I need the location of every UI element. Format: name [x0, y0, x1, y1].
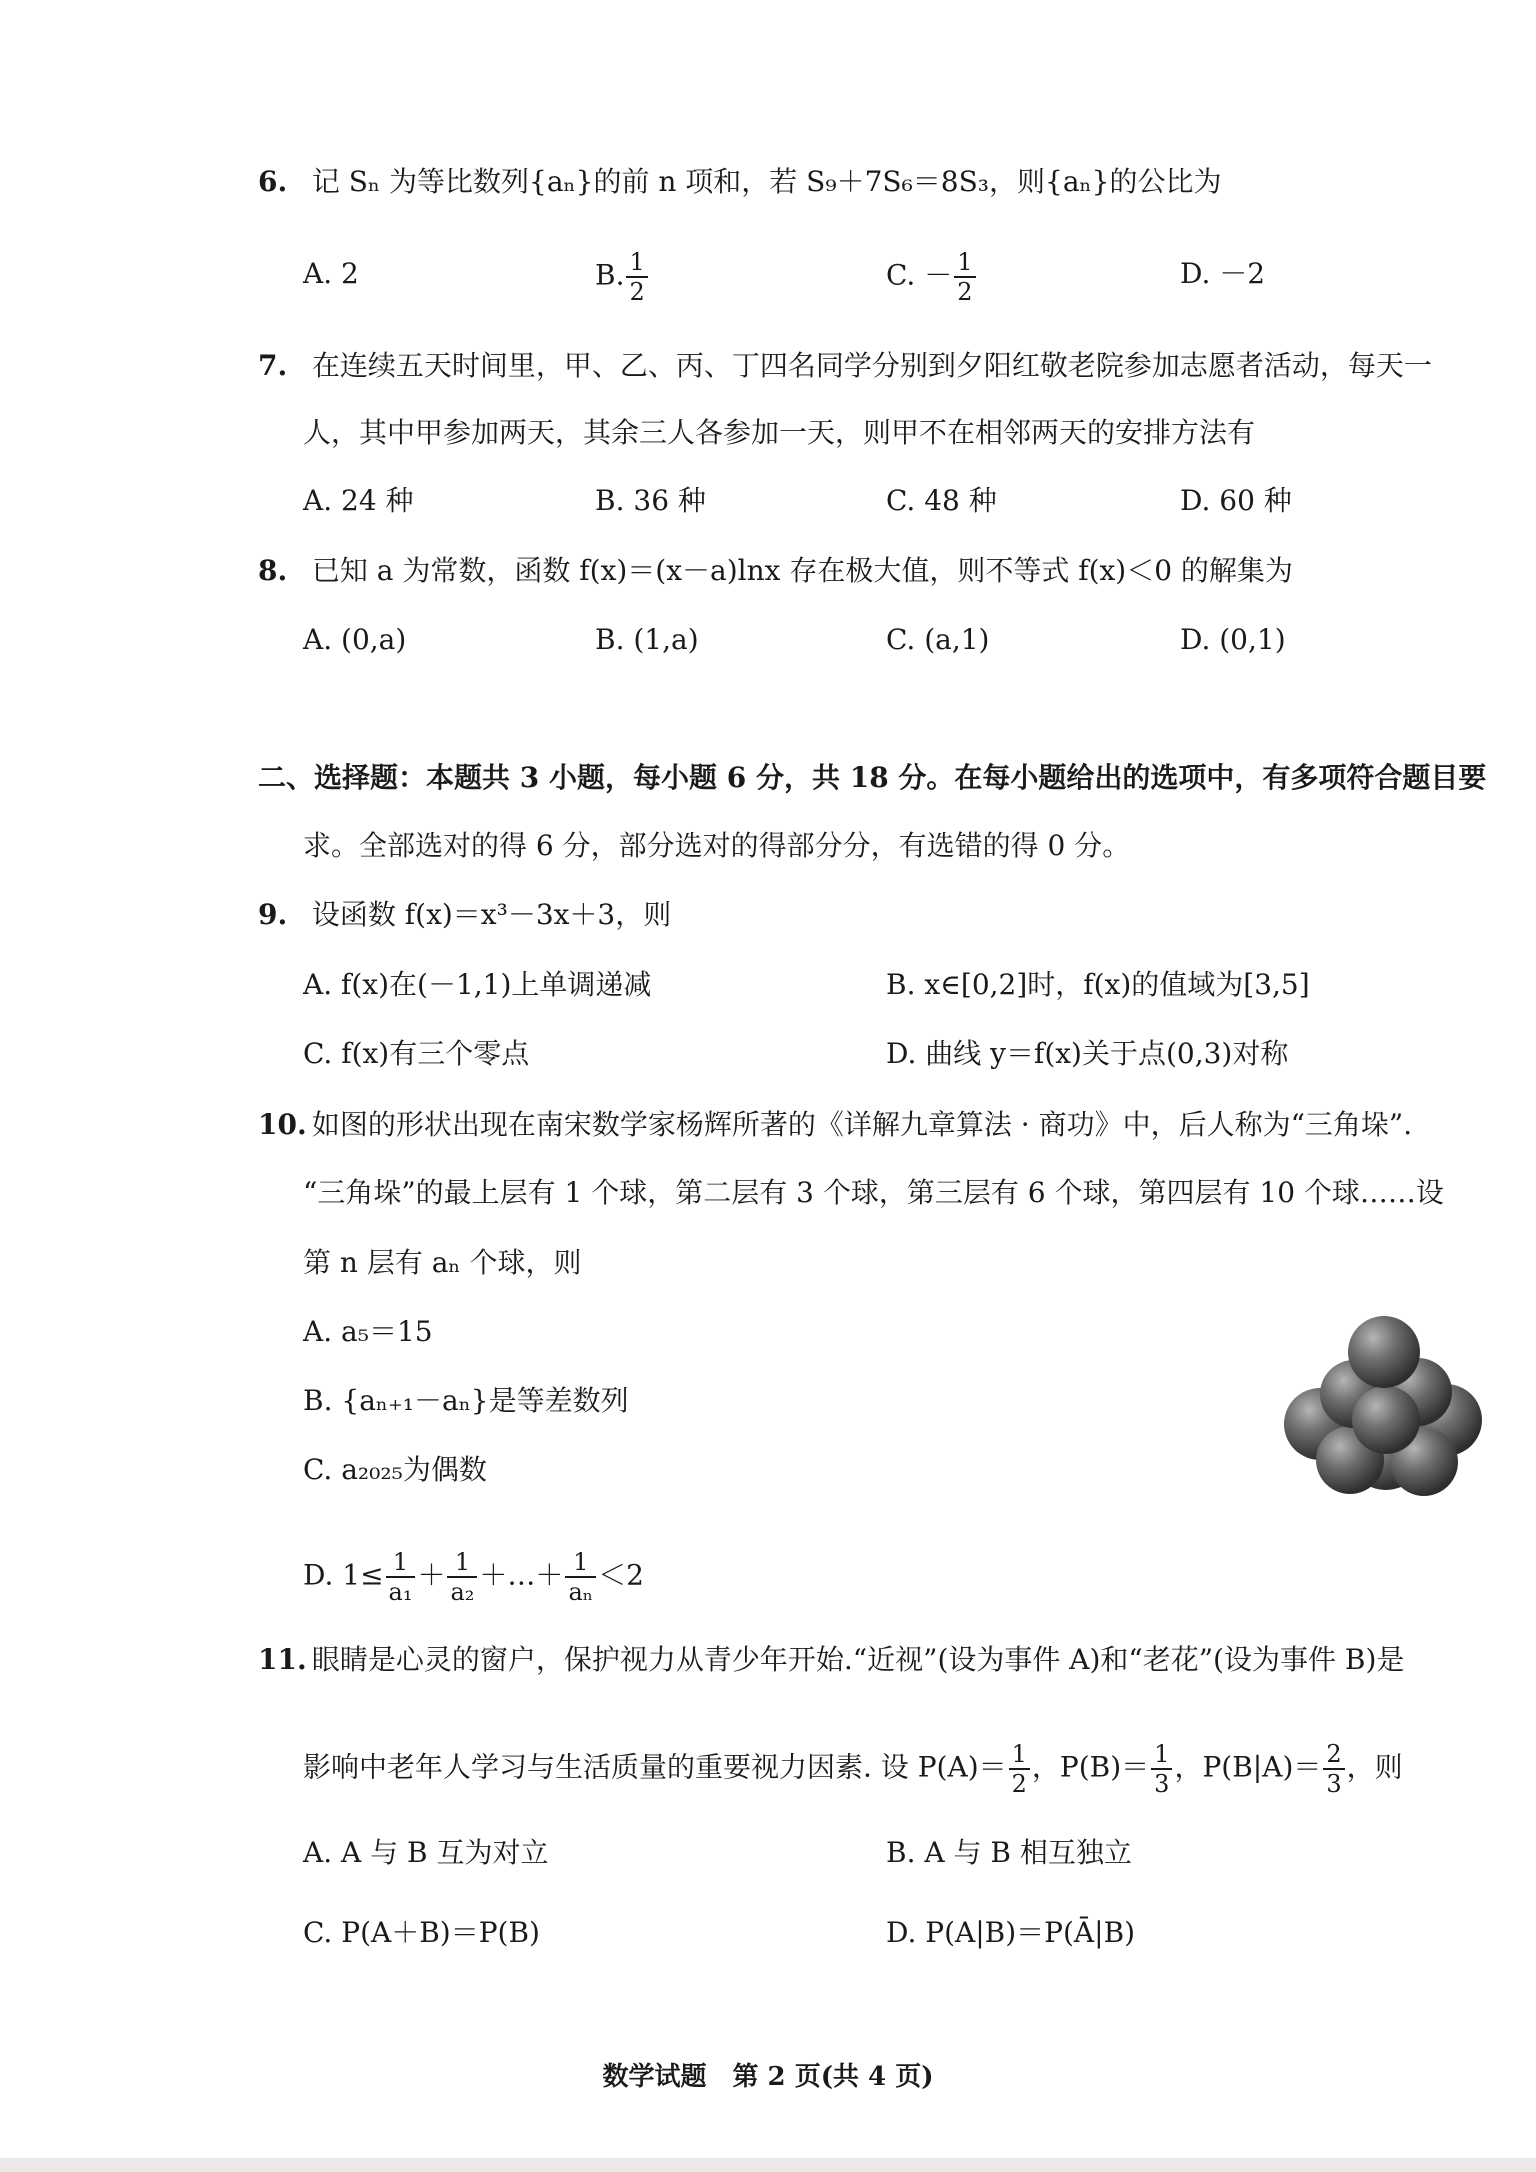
q8-option-d: D. (0,1) — [1180, 623, 1286, 656]
ball — [1352, 1386, 1420, 1454]
scan-edge-band — [0, 2158, 1536, 2172]
fraction-numerator: 1 — [1154, 1740, 1170, 1768]
q6-option-c-prefix: C. － — [886, 258, 953, 292]
q10-option-d-suffix: ＜2 — [598, 1558, 644, 1592]
q6-stem: 记 Sₙ 为等比数列{aₙ}的前 n 项和，若 S₉＋7S₆＝8S₃，则{aₙ}的公比为 — [311, 165, 1222, 198]
q11-line-2 — [303, 1740, 1403, 1798]
q10-option-d-mid: ＋…＋ — [479, 1558, 564, 1592]
fraction-numerator: 1 — [454, 1548, 471, 1576]
fraction-denominator: 3 — [1151, 1768, 1172, 1798]
q6-option-c — [886, 248, 978, 306]
q11-option-d: D. P(A|B)＝P(Ā|B) — [886, 1916, 1136, 1949]
fraction-numerator: 1 — [629, 248, 645, 276]
q8-option-c: C. (a,1) — [886, 623, 990, 656]
fraction-denominator: 2 — [1009, 1768, 1030, 1798]
q6-option-b-fraction — [626, 248, 647, 306]
q8-stem: 已知 a 为常数，函数 f(x)＝(x－a)lnx 存在极大值，则不等式 f(x)＜0 的解集为 — [311, 554, 1293, 587]
q11-pba-fraction — [1323, 1740, 1344, 1798]
fraction-numerator: 1 — [1011, 1740, 1027, 1768]
q10-line-3: 第 n 层有 aₙ 个球，则 — [303, 1246, 582, 1279]
q7-line-2: 人，其中甲参加两天，其余三人各参加一天，则甲不在相邻两天的安排方法有 — [303, 416, 1256, 449]
q9-option-c: C. f(x)有三个零点 — [303, 1037, 530, 1070]
q11-line-1 — [258, 1640, 1404, 1680]
q9-stem: 设函数 f(x)＝x³－3x＋3，则 — [311, 898, 672, 931]
fraction-denominator: a₁ — [386, 1576, 416, 1606]
fraction-numerator: 1 — [957, 248, 973, 276]
q11-pb-fraction — [1151, 1740, 1172, 1798]
q11-stem-1: 眼睛是心灵的窗户，保护视力从青少年开始.“近视”(设为事件 A)和“老花”(设为事件 B)是 — [311, 1643, 1405, 1676]
q8-stem-line — [258, 551, 1293, 591]
q11-option-b: B. A 与 B 相互独立 — [886, 1836, 1132, 1869]
q6-option-d: D. －2 — [1180, 257, 1266, 290]
q9-number: 9. — [258, 898, 288, 931]
q7-option-b: B. 36 种 — [595, 484, 706, 517]
fraction-numerator: 1 — [392, 1548, 409, 1576]
q10-line-1 — [258, 1105, 1412, 1145]
fraction-numerator: 2 — [1326, 1740, 1342, 1768]
section-2-header-line-1: 二、选择题：本题共 3 小题，每小题 6 分，共 18 分。在每小题给出的选项中，有多项符合题目要 — [258, 761, 1487, 794]
q9-option-d: D. 曲线 y＝f(x)关于点(0,3)对称 — [886, 1037, 1289, 1070]
q10-option-c: C. a₂₀₂₅为偶数 — [303, 1453, 487, 1486]
q10-option-b: B. {aₙ₊₁－aₙ}是等差数列 — [303, 1384, 629, 1417]
q11-pa-fraction — [1009, 1740, 1030, 1798]
q10-option-d-fraction-2 — [447, 1548, 477, 1606]
q11-stem-2c: ，P(B|A)＝ — [1174, 1750, 1322, 1784]
fraction-denominator: 3 — [1323, 1768, 1344, 1798]
fraction-denominator: 2 — [954, 276, 975, 306]
q6-option-b — [595, 248, 650, 306]
q7-number: 7. — [258, 349, 288, 382]
q6-option-b-prefix: B. — [595, 258, 625, 292]
q6-option-a: A. 2 — [303, 257, 359, 290]
triangular-ball-stack-figure — [1278, 1302, 1488, 1502]
q10-line-2: “三角垛”的最上层有 1 个球，第二层有 3 个球，第三层有 6 个球，第四层有 10 个球……设 — [303, 1176, 1444, 1209]
q8-option-b: B. (1,a) — [595, 623, 699, 656]
q9-option-a: A. f(x)在(－1,1)上单调递减 — [303, 968, 652, 1001]
q10-option-d — [303, 1548, 644, 1606]
q11-stem-2d: ，则 — [1346, 1750, 1403, 1784]
q7-stem-1: 在连续五天时间里，甲、乙、丙、丁四名同学分别到夕阳红敬老院参加志愿者活动，每天一 — [311, 349, 1432, 382]
q8-number: 8. — [258, 554, 288, 587]
fraction-denominator: aₙ — [565, 1576, 596, 1606]
q7-option-d: D. 60 种 — [1180, 484, 1292, 517]
q11-option-c: C. P(A＋B)＝P(B) — [303, 1916, 540, 1949]
q6-number: 6. — [258, 165, 288, 198]
q8-option-a: A. (0,a) — [303, 623, 407, 656]
q11-option-a: A. A 与 B 互为对立 — [303, 1836, 549, 1869]
fraction-denominator: 2 — [626, 276, 647, 306]
q10-option-a: A. a₅＝15 — [303, 1315, 433, 1348]
q10-option-d-fraction-3 — [565, 1548, 596, 1606]
q10-option-d-plus: ＋ — [417, 1558, 446, 1592]
fraction-numerator: 1 — [573, 1548, 589, 1576]
q6-option-c-fraction — [954, 248, 975, 306]
page-footer: 数学试题 第 2 页(共 4 页) — [602, 2062, 934, 2092]
q10-option-d-fraction-1 — [386, 1548, 416, 1606]
q7-option-a: A. 24 种 — [303, 484, 414, 517]
q9-stem-line — [258, 895, 671, 935]
fraction-denominator: a₂ — [447, 1576, 477, 1606]
q11-number: 11. — [258, 1643, 307, 1676]
q7-line-1 — [258, 346, 1432, 386]
q11-stem-2b: ，P(B)＝ — [1031, 1750, 1150, 1784]
q9-option-b: B. x∈[0,2]时，f(x)的值域为[3,5] — [886, 968, 1310, 1001]
section-2-header-line-2: 求。全部选对的得 6 分，部分选对的得部分分，有选错的得 0 分。 — [303, 829, 1131, 862]
q6-stem-line — [258, 162, 1221, 202]
q10-number: 10. — [258, 1108, 307, 1141]
q10-stem-1: 如图的形状出现在南宋数学家杨辉所著的《详解九章算法 · 商功》中，后人称为“三角垛”. — [311, 1108, 1413, 1141]
q10-option-d-prefix: D. 1≤ — [303, 1558, 384, 1592]
q11-stem-2a: 影响中老年人学习与生活质量的重要视力因素. 设 P(A)＝ — [303, 1750, 1007, 1784]
q7-option-c: C. 48 种 — [886, 484, 997, 517]
ball — [1348, 1316, 1420, 1388]
